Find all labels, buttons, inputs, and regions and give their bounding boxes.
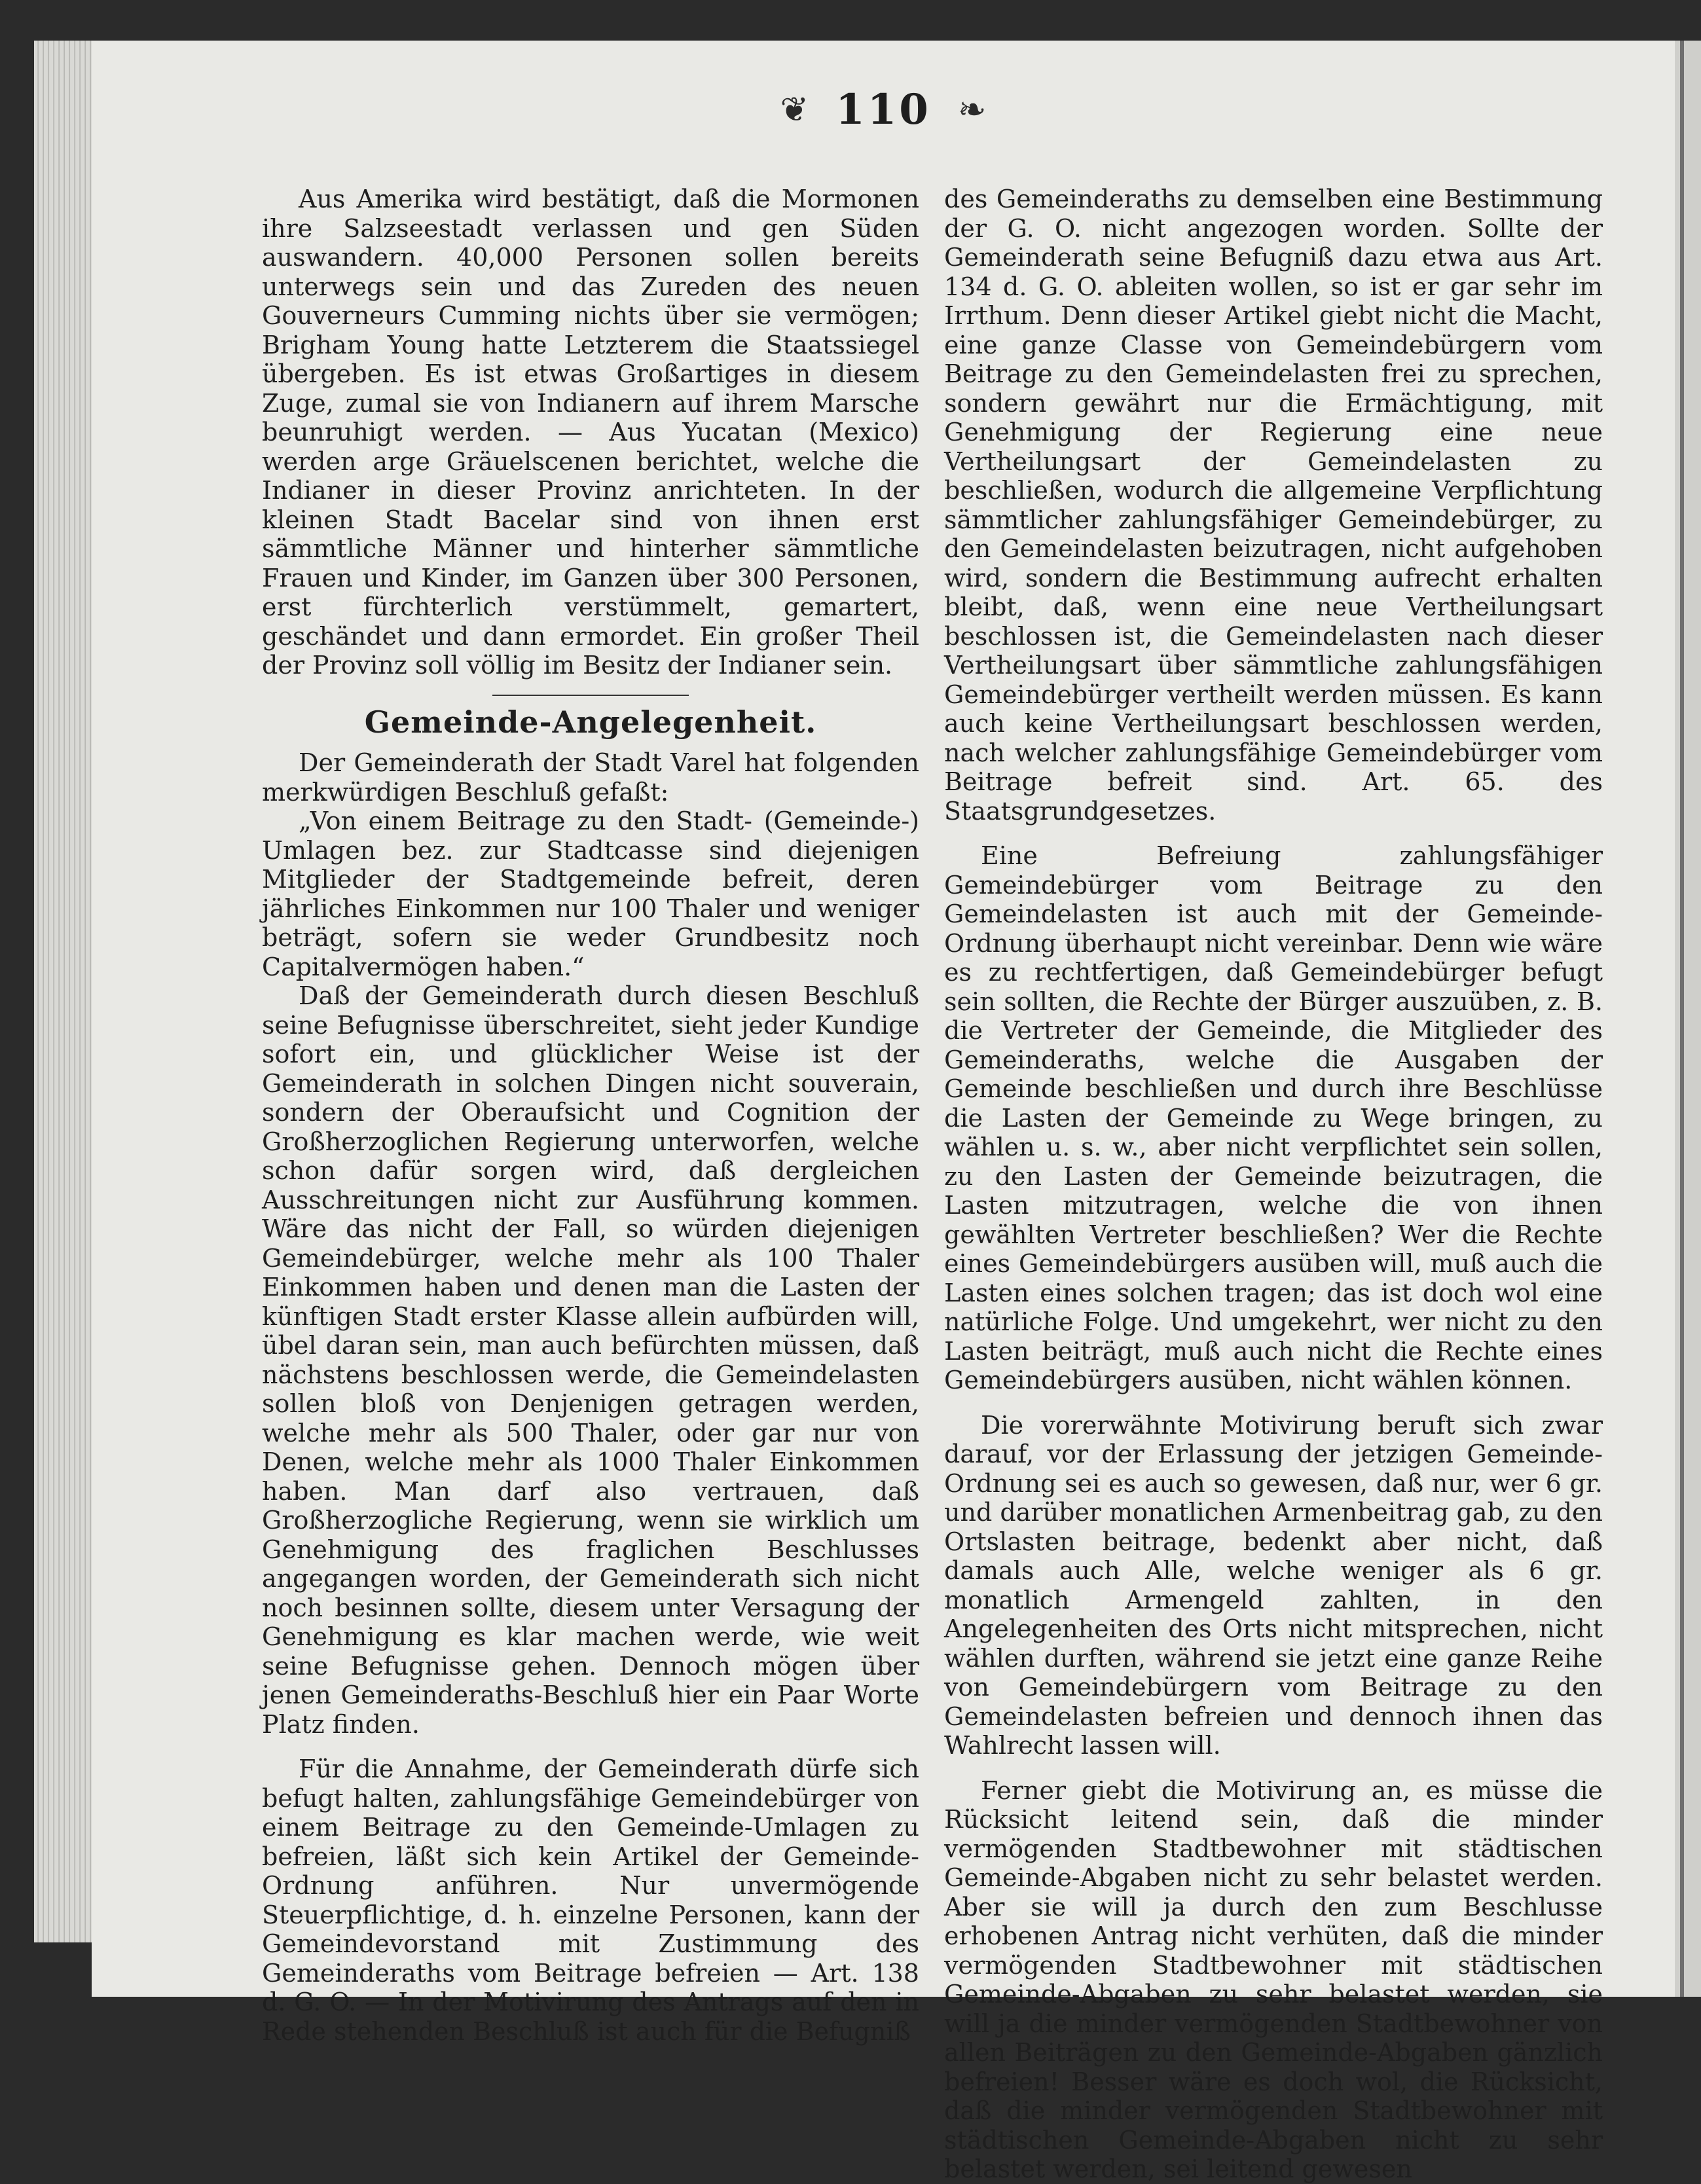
paragraph-council-intro: Der Gemeinderath der Stadt Varel hat folgenden merkwürdigen Beschluß gefaßt: <box>262 748 919 807</box>
section-divider <box>492 695 689 696</box>
right-column <box>944 185 1603 2184</box>
paragraph-council-critique: Daß der Gemeinderath durch diesen Beschluß seine Befugnisse überschreitet, sieht jeder Kundige sofort ein, und glücklicher Weise ist der Gemeinderath in solchen Dingen nicht souverain, sondern der Oberaufsicht und Cognition der Großherzoglichen Regierung unterworfen, welche schon dafür sorgen wird, daß dergleichen Ausschreitungen nicht zur Ausführung kommen. Wäre das nicht der Fall, so würden diejenigen Gemeindebürger, welche mehr als 100 Thaler Einkommen haben und denen man die Lasten der künftigen Stadt erster Klasse allein aufbürden will, übel daran sein, man auch befürchten müssen, daß nächstens beschlossen werde, die Gemeindelasten sollen bloß von Denjenigen getragen werden, welche mehr als 500 Thaler, oder gar nur von Denen, welche mehr als 1000 Thaler Einkommen haben. Man darf also vertrauen, daß Großherzogliche Regierung, wenn sie wirklich um Genehmigung des fraglichen Beschlusses angegangen worden, der Gemeinderath sich nicht noch besinnen sollte, diesem unter Versagung der Genehmigung es klar machen werde, wie weit seine Befugnisse gehen. Dennoch mögen über jenen Gemeinderaths-Beschluß hier ein Paar Worte Platz finden. <box>262 981 919 1739</box>
ornament-left-icon: ❦ <box>780 90 809 130</box>
paragraph-america-news: Aus Amerika wird bestätigt, daß die Mormonen ihre Salzseestadt verlassen und gen Süden auswandern. 40,000 Personen sollen bereits unterwegs sein und das Zureden des neuen Gouverneurs Cumming nichts über sie vermögen; Brigham Young hatte Letzterem die Staatssiegel übergeben. Es ist etwas Großartiges in diesem Zuge, zumal sie von Indianern auf ihrem Marsche beunruhigt werden. — Aus Yucatan (Mexico) werden arge Gräuelscenen berichtet, welche die Indianer in dieser Provinz anrichteten. In der kleinen Stadt Bacelar sind von ihnen erst sämmtliche Männer und hinterher sämmtliche Frauen und Kinder, im Ganzen über 300 Personen, erst fürchterlich verstümmelt, gemartert, geschändet und dann ermordet. Ein großer Theil der Provinz soll völlig im Besitz der Indianer sein. <box>262 185 919 680</box>
paragraph-motivation: Die vorerwähnte Motivirung beruft sich zwar darauf, vor der Erlassung der jetzigen Gemeinde-Ordnung sei es auch so gewesen, daß nur, wer 6 gr. und darüber monatlichen Armenbeitrag gab, zu den Ortslasten beitrage, bedenkt aber nicht, daß damals auch Alle, welche weniger als 6 gr. monatlich Armengeld zahlten, in den Angelegenheiten des Orts nicht mitsprechen, nicht wählen durften, während sie jetzt eine ganze Reihe von Gemeindebürgern vom Beitrage zu den Gemeindelasten befreien und dennoch ihnen das Wahlrecht lassen will. <box>944 1410 1603 1760</box>
paragraph-consideration: Ferner giebt die Motivirung an, es müsse die Rücksicht leitend sein, daß die minder vermögenden Stadtbewohner mit städtischen Gemeinde-Abgaben nicht zu sehr belastet werden. Aber sie will ja durch den zum Beschlusse erhobenen Antrag nicht verhüten, daß die minder vermögenden Stadtbewohner mit städtischen Gemeinde-Abgaben zu sehr belastet werden, sie will ja die minder vermögenden Stadtbewohner von allen Beiträgen zu den Gemeinde-Abgaben gänzlich befreien! Besser wäre es doch wol, die Rücksicht, daß die minder vermögenden Stadtbewohner mit städtischen Gemeinde-Abgaben nicht zu sehr belastet werden, sei leitend gewesen <box>944 1775 1603 2183</box>
paragraph-article-134: des Gemeinderaths zu demselben eine Bestimmung der G. O. nicht angezogen worden. Sollte der Gemeinderath seine Befugniß dazu etwa aus Art. 134 d. G. O. ableiten wollen, so ist er gar sehr im Irrthum. Denn dieser Artikel giebt nicht die Macht, eine ganze Classe von Gemeindebürgern vom Beitrage zu den Gemeindelasten frei zu sprechen, sondern gewährt nur die Ermächtigung, mit Genehmigung der Regierung eine neue Vertheilungsart der Gemeindelasten zu beschließen, wodurch die allgemeine Verpflichtung sämmtlicher zahlungsfähiger Gemeindebürger, zu den Gemeindelasten beizutragen, nicht aufgehoben wird, sondern die Bestimmung aufrecht erhalten bleibt, daß, wenn eine neue Vertheilungsart beschlossen ist, die Gemeindelasten nach dieser Vertheilungsart über sämmtliche zahlungsfähigen Gemeindebürger vertheilt werden müssen. Es kann auch keine Vertheilungsart beschlossen werden, nach welcher zahlungsfähige Gemeindebürger vom Beitrage befreit sind. Art. 65. des Staatsgrundgesetzes. <box>944 185 1603 826</box>
left-column <box>262 185 919 2046</box>
section-heading: Gemeinde-Angelegenheit. <box>364 704 817 740</box>
page-number: 110 <box>835 85 931 134</box>
binding-strip <box>1675 41 1701 1997</box>
paragraph-rights-duties: Eine Befreiung zahlungsfähiger Gemeindebürger vom Beitrage zu den Gemeindelasten ist auch mit der Gemeinde-Ordnung überhaupt nicht vereinbar. Denn wie wäre es zu rechtfertigen, daß Gemeindebürger befugt sein sollten, die Rechte der Bürger auszuüben, z. B. die Vertreter der Gemeinde, die Mitglieder des Gemeinderaths, welche die Ausgaben der Gemeinde beschließen und durch ihre Beschlüsse die Lasten der Gemeinde zu Wege bringen, zu wählen u. s. w., aber nicht verpflichtet sein sollen, zu den Lasten der Gemeinde beizutragen, die Lasten mitzutragen, welche die von ihnen gewählten Vertreter beschließen? Wer die Rechte eines Gemeindebürgers ausüben will, muß auch die Lasten eines solchen tragen; das ist doch wol eine natürliche Folge. Und umgekehrt, wer nicht zu den Lasten beiträgt, muß auch nicht die Rechte eines Gemeindebürgers ausüben, nicht wählen können. <box>944 841 1603 1394</box>
page-header <box>92 85 1675 144</box>
newspaper-page <box>92 41 1675 2183</box>
paragraph-legal-basis: Für die Annahme, der Gemeinderath dürfe sich befugt halten, zahlungsfähige Gemeindebürger von einem Beitrage zu den Gemeinde-Umlagen zu befreien, läßt sich kein Artikel der Gemeinde-Ordnung anführen. Nur unvermögende Steuerpflichtige, d. h. einzelne Personen, kann der Gemeindevorstand mit Zustimmung des Gemeinderaths vom Beitrage befreien — Art. 138 d. G. O. — In der Motivirung des Antrags auf den in Rede stehenden Beschluß ist auch für die Befugniß <box>262 1755 919 2046</box>
page-stack-edge <box>34 41 92 1942</box>
council-resolution-quote: „Von einem Beitrage zu den Stadt- (Gemeinde-) Umlagen bez. zur Stadtcasse sind diejenigen Mitglieder der Stadtgemeinde befreit, deren jährliches Einkommen nur 100 Thaler und weniger beträgt, sofern sie weder Grundbesitz noch Capitalvermögen haben.“ <box>262 807 919 981</box>
ornament-right-icon: ❧ <box>957 90 987 130</box>
